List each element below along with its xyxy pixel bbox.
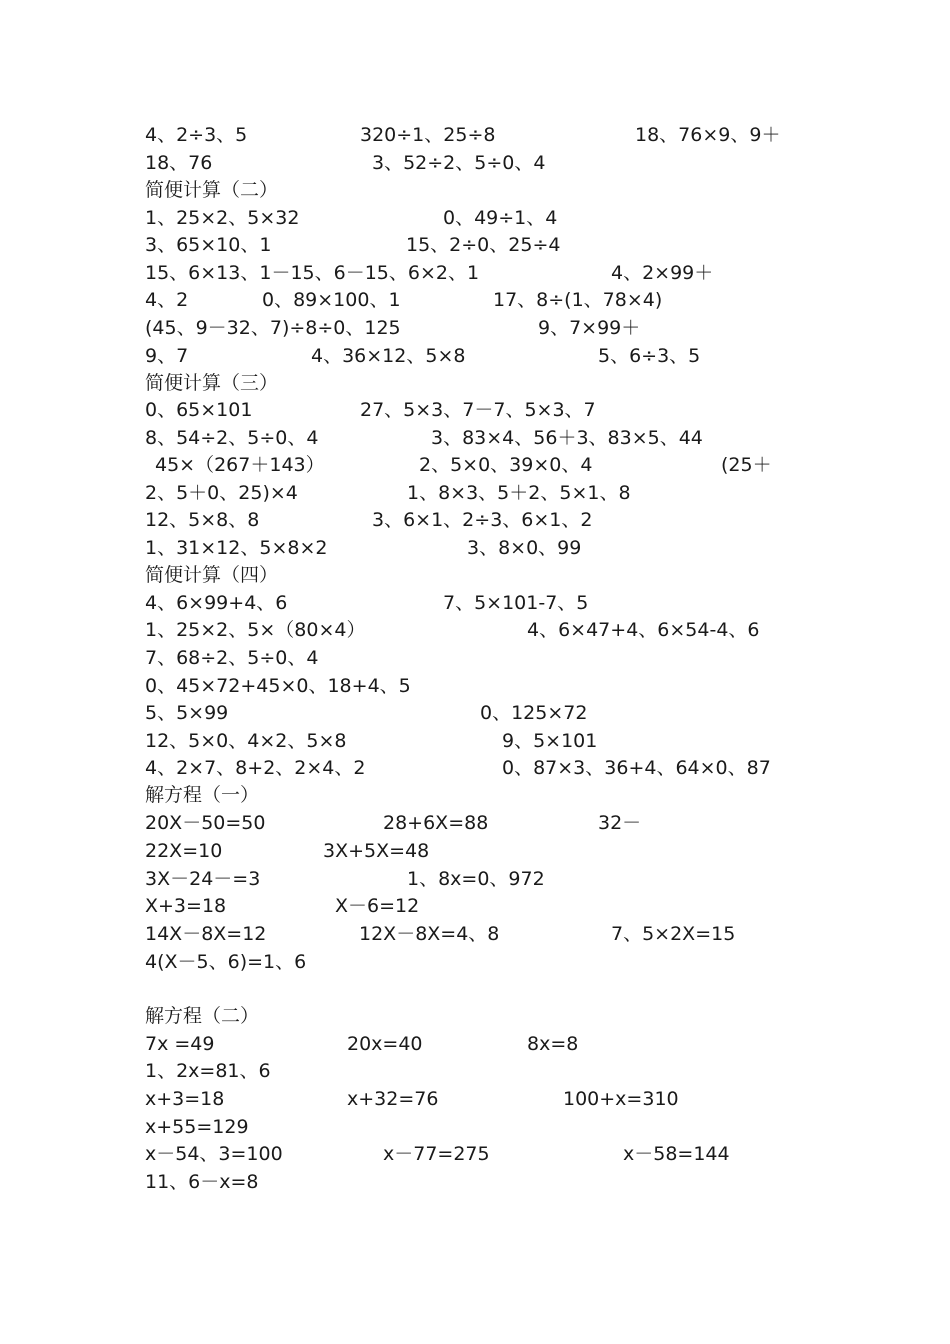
math-problem: 3、8×0、99 [467,537,582,559]
problem-row [0,315,950,342]
math-problem: 18、76 [145,152,213,174]
problem-row [0,507,950,534]
problem-row [0,452,950,479]
math-problem: 8、54÷2、5÷0、4 [145,427,319,449]
math-problem: 17、8÷(1、78×4) [493,289,663,311]
section-heading-text: 解方程（一） [145,784,260,806]
problem-row [0,893,950,920]
math-problem: x－58=144 [623,1143,730,1165]
math-problem: 7、5×2X=15 [611,923,736,945]
section-heading [0,177,950,204]
math-problem: 0、49÷1、4 [443,207,558,229]
problem-row [0,122,950,149]
math-problem: 15、2÷0、25÷4 [406,234,561,256]
math-problem: x－54、3=100 [145,1143,283,1165]
math-problem: 4、2 [145,289,189,311]
problem-row [0,673,950,700]
math-problem: 12、5×0、4×2、5×8 [145,730,347,752]
section-heading [0,1003,950,1030]
problem-row [0,425,950,452]
problem-row [0,949,950,976]
math-problem: 18、76×9、9＋ [635,124,781,146]
math-problem: 1、2x=81、6 [145,1060,271,1082]
math-problem: 3、83×4、56＋3、83×5、44 [431,427,703,449]
math-problem: 7、5×101-7、5 [443,592,589,614]
math-problem: 9、5×101 [502,730,598,752]
math-problem: x+55=129 [145,1116,249,1138]
problem-row [0,150,950,177]
math-problem: 3X－24－=3 [145,868,261,890]
math-problem: 0、125×72 [480,702,588,724]
math-problem: 100+x=310 [563,1088,679,1110]
section-heading-text: 简便计算（四） [145,564,279,586]
math-problem: 1、31×12、5×8×2 [145,537,328,559]
math-problem: 3X+5X=48 [323,840,430,862]
problem-row [0,1114,950,1141]
math-problem: (45、9－32、7)÷8÷0、125 [145,317,401,339]
problem-row [0,838,950,865]
section-heading [0,782,950,809]
math-problem: x+32=76 [347,1088,439,1110]
math-problem: 5、5×99 [145,702,229,724]
section-heading [0,370,950,397]
problem-row [0,1169,950,1196]
math-problem: 4、6×99+4、6 [145,592,288,614]
math-problem: 4、2÷3、5 [145,124,248,146]
math-problem: 1、25×2、5×（80×4） [145,619,366,641]
math-problem: 32－ [598,812,642,834]
math-problem: 3、52÷2、5÷0、4 [372,152,546,174]
problem-row [0,397,950,424]
math-problem: 4、6×47+4、6×54-4、6 [527,619,760,641]
problem-row [0,1141,950,1168]
math-problem: 0、89×100、1 [262,289,401,311]
problem-row [0,232,950,259]
problem-row [0,1058,950,1085]
problem-row [0,645,950,672]
math-problem: 1、8×3、5＋2、5×1、8 [407,482,631,504]
math-problem: 1、8x=0、972 [407,868,545,890]
math-problem: 12X－8X=4、8 [359,923,500,945]
math-problem: 20x=40 [347,1033,423,1055]
math-problem: x+3=18 [145,1088,225,1110]
problem-row [0,1086,950,1113]
problem-row [0,287,950,314]
math-problem: 7x =49 [145,1033,215,1055]
math-problem: 15、6×13、1－15、6－15、6×2、1 [145,262,480,284]
problem-row [0,205,950,232]
math-problem: 22X=10 [145,840,223,862]
math-problem: 4、2×7、8+2、2×4、2 [145,757,366,779]
problem-row [0,260,950,287]
section-heading [0,562,950,589]
section-heading-text: 简便计算（三） [145,372,279,394]
math-problem: 1、25×2、5×32 [145,207,300,229]
math-problem: 20X－50=50 [145,812,266,834]
math-problem: 9、7 [145,345,189,367]
section-heading-text: 简便计算（二） [145,179,279,201]
problem-row [0,921,950,948]
problem-row [0,480,950,507]
problem-row [0,728,950,755]
problem-row [0,700,950,727]
problem-row [0,343,950,370]
math-problem: 45×（267＋143） [155,454,325,476]
math-problem: 2、5＋0、25)×4 [145,482,298,504]
math-problem: 8x=8 [527,1033,579,1055]
math-problem: 4、2×99＋ [611,262,714,284]
math-problem: (25＋ [721,454,772,476]
math-problem: 11、6－x=8 [145,1171,259,1193]
problem-row [0,535,950,562]
math-problem: 0、65×101 [145,399,253,421]
problem-row [0,755,950,782]
problem-row [0,617,950,644]
problem-row [0,590,950,617]
math-problem: X+3=18 [145,895,227,917]
math-problem: 5、6÷3、5 [598,345,701,367]
math-problem: 7、68÷2、5÷0、4 [145,647,319,669]
math-problem: 0、87×3、36+4、64×0、87 [502,757,771,779]
problem-row [0,810,950,837]
math-problem: 4、36×12、5×8 [311,345,466,367]
math-problem: x－77=275 [383,1143,490,1165]
math-problem: 28+6X=88 [383,812,489,834]
section-heading-text: 解方程（二） [145,1005,260,1027]
math-problem: 320÷1、25÷8 [360,124,496,146]
problem-row [0,866,950,893]
math-problem: 9、7×99＋ [538,317,641,339]
math-problem: 2、5×0、39×0、4 [419,454,593,476]
math-problem: 12、5×8、8 [145,509,260,531]
math-problem: 14X－8X=12 [145,923,267,945]
math-problem: 3、65×10、1 [145,234,272,256]
problem-row [0,1031,950,1058]
math-problem: 3、6×1、2÷3、6×1、2 [372,509,593,531]
math-problem: 0、45×72+45×0、18+4、5 [145,675,411,697]
math-problem: 27、5×3、7－7、5×3、7 [360,399,596,421]
math-problem: 4(X－5、6)=1、6 [145,951,307,973]
math-problem: X－6=12 [335,895,420,917]
